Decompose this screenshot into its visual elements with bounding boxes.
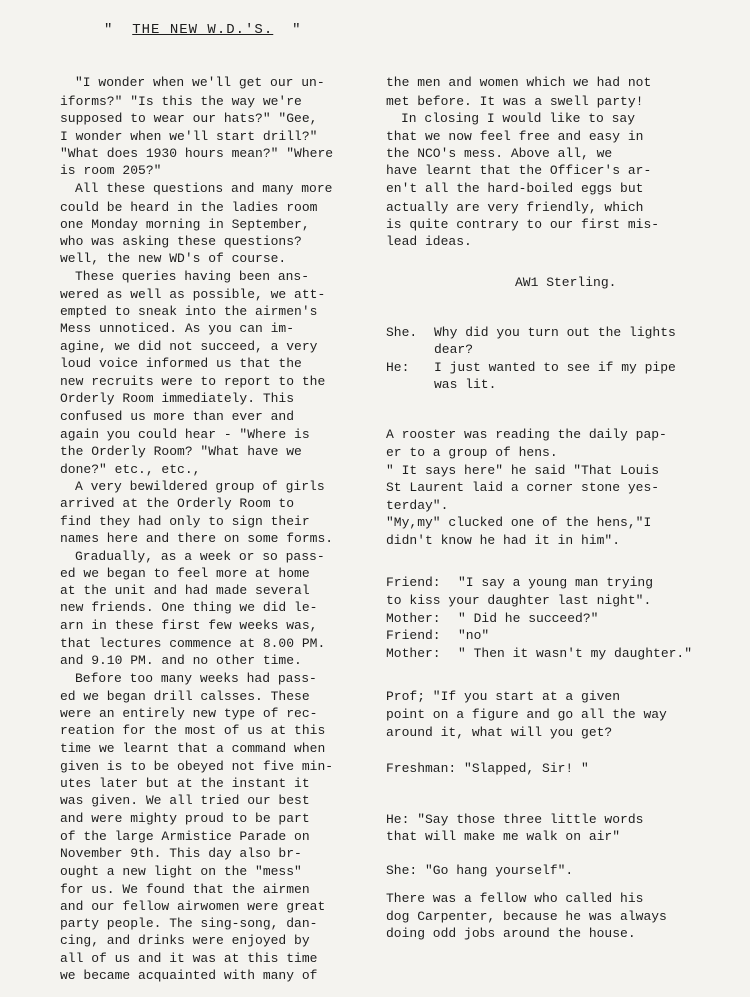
joke-line: St Laurent laid a corner stone yes- <box>386 480 660 495</box>
body-line: reation for the most of us at this <box>60 723 326 738</box>
body-line: en't all the hard-boiled eggs but <box>386 181 644 196</box>
body-line: new friends. One thing we did le- <box>60 600 318 615</box>
dialogue-line: dear? <box>434 342 474 357</box>
body-line: iforms?" "Is this the way we're <box>60 94 302 109</box>
body-line: again you could hear - "Where is <box>60 427 310 442</box>
body-line: names here and there on some forms. <box>60 531 334 546</box>
joke-line: " It says here" he said "That Louis <box>386 463 660 478</box>
title-text: THE NEW W.D.'S. <box>132 22 274 38</box>
body-line: done?" etc., etc., <box>60 462 201 477</box>
body-line: arrived at the Orderly Room to <box>60 496 295 511</box>
body-line: "What does 1930 hours mean?" "Where <box>60 146 334 161</box>
joke-line: terday". <box>386 498 449 513</box>
body-line: These queries having been ans- <box>75 269 310 284</box>
joke-line: doing odd jobs around the house. <box>386 926 636 941</box>
body-line: was given. We all tried our best <box>60 793 310 808</box>
body-line: one Monday morning in September, <box>60 217 310 232</box>
body-line: were an entirely new type of rec- <box>60 706 318 721</box>
body-line: All these questions and many more <box>75 181 333 196</box>
joke-line: dog Carpenter, because he was always <box>386 909 667 924</box>
body-line: lead ideas. <box>386 234 472 249</box>
title-quote-close: " <box>292 22 302 38</box>
body-line: the Orderly Room? "What have we <box>60 444 302 459</box>
joke-line: A rooster was reading the daily pap- <box>386 427 667 442</box>
body-line: supposed to wear our hats?" "Gee, <box>60 111 318 126</box>
body-line: November 9th. This day also br- <box>60 846 302 861</box>
speaker-label: He: <box>386 360 410 375</box>
body-line: that lectures commence at 8.00 PM. <box>60 636 326 651</box>
dialogue-line: was lit. <box>434 377 497 392</box>
body-line: ought a new light on the "mess" <box>60 864 302 879</box>
body-line: is room 205?" <box>60 163 162 178</box>
body-line: Orderly Room immediately. This <box>60 391 295 406</box>
body-line: Before too many weeks had pass- <box>75 671 317 686</box>
body-line: ed we began drill calsses. These <box>60 689 310 704</box>
body-line: cing, and drinks were enjoyed by <box>60 933 310 948</box>
body-line: find they had only to sign their <box>60 514 310 529</box>
body-line: we became acquainted with many of <box>60 968 318 983</box>
joke-line: Prof; "If you start at a given <box>386 689 621 704</box>
body-line: at the unit and had made several <box>60 583 310 598</box>
body-line: ed we began to feel more at home <box>60 566 310 581</box>
dialogue-line: "I say a young man trying <box>458 575 654 590</box>
body-line: and were mighty proud to be part <box>60 811 310 826</box>
body-line: agine, we did not succeed, a very <box>60 339 318 354</box>
joke-line: didn't know he had it in him". <box>386 533 621 548</box>
speaker-label: Friend: <box>386 575 441 590</box>
body-line: "I wonder when we'll get our un- <box>75 75 325 90</box>
body-line: and our fellow airwomen were great <box>60 899 326 914</box>
body-line: loud voice informed us that the <box>60 356 302 371</box>
body-line: is quite contrary to our first mis- <box>386 217 660 232</box>
dialogue-line: to kiss your daughter last night". <box>386 593 652 608</box>
dialogue-line: I just wanted to see if my pipe <box>434 360 676 375</box>
body-line: In closing I would like to say <box>401 111 636 126</box>
dialogue-line: Why did you turn out the lights <box>434 325 676 340</box>
speaker-label: She. <box>386 325 418 340</box>
dialogue-line: " Then it wasn't my daughter." <box>458 646 693 661</box>
joke-line: er to a group of hens. <box>386 445 558 460</box>
body-line: well, the new WD's of course. <box>60 251 287 266</box>
body-line: all of us and it was at this time <box>60 951 318 966</box>
joke-line: Freshman: "Slapped, Sir! " <box>386 761 589 776</box>
body-line: the men and women which we had not <box>386 75 652 90</box>
body-line: arn in these first few weeks was, <box>60 618 318 633</box>
dialogue-line: " Did he succeed?" <box>458 611 599 626</box>
body-line: wered as well as possible, we att- <box>60 287 326 302</box>
body-line: utes later but at the instant it <box>60 776 310 791</box>
speaker-label: Mother: <box>386 646 441 661</box>
body-line: actually are very friendly, which <box>386 200 644 215</box>
body-line: met before. It was a swell party! <box>386 94 644 109</box>
dialogue-line: "no" <box>458 628 490 643</box>
body-line: A very bewildered group of girls <box>75 479 325 494</box>
body-line: new recruits were to report to the <box>60 374 326 389</box>
body-line: I wonder when we'll start drill?" <box>60 129 318 144</box>
joke-line: "My,my" clucked one of the hens,"I <box>386 515 652 530</box>
body-line: could be heard in the ladies room <box>60 200 318 215</box>
body-line: Mess unnoticed. As you can im- <box>60 321 295 336</box>
title-quote-open: " <box>104 22 114 38</box>
body-line: given is to be obeyed not five min- <box>60 759 334 774</box>
page-title <box>104 22 301 38</box>
speaker-label: Mother: <box>386 611 441 626</box>
joke-line: point on a figure and go all the way <box>386 707 667 722</box>
body-line: have learnt that the Officer's ar- <box>386 163 652 178</box>
body-line: for us. We found that the airmen <box>60 882 310 897</box>
body-line: who was asking these questions? <box>60 234 302 249</box>
joke-line: She: "Go hang yourself". <box>386 863 574 878</box>
body-line: confused us more than ever and <box>60 409 295 424</box>
body-line: Gradually, as a week or so pass- <box>75 549 325 564</box>
speaker-label: Friend: <box>386 628 441 643</box>
body-line: and 9.10 PM. and no other time. <box>60 653 302 668</box>
body-line: time we learnt that a command when <box>60 741 326 756</box>
signature: AW1 Sterling. <box>515 275 617 290</box>
joke-line: that will make me walk on air" <box>386 829 621 844</box>
body-line: party people. The sing-song, dan- <box>60 916 318 931</box>
joke-line: He: "Say those three little words <box>386 812 644 827</box>
body-line: empted to sneak into the airmen's <box>60 304 318 319</box>
body-line: of the large Armistice Parade on <box>60 829 310 844</box>
joke-line: There was a fellow who called his <box>386 891 644 906</box>
body-line: that we now feel free and easy in <box>386 129 644 144</box>
body-line: the NCO's mess. Above all, we <box>386 146 613 161</box>
joke-line: around it, what will you get? <box>386 725 613 740</box>
